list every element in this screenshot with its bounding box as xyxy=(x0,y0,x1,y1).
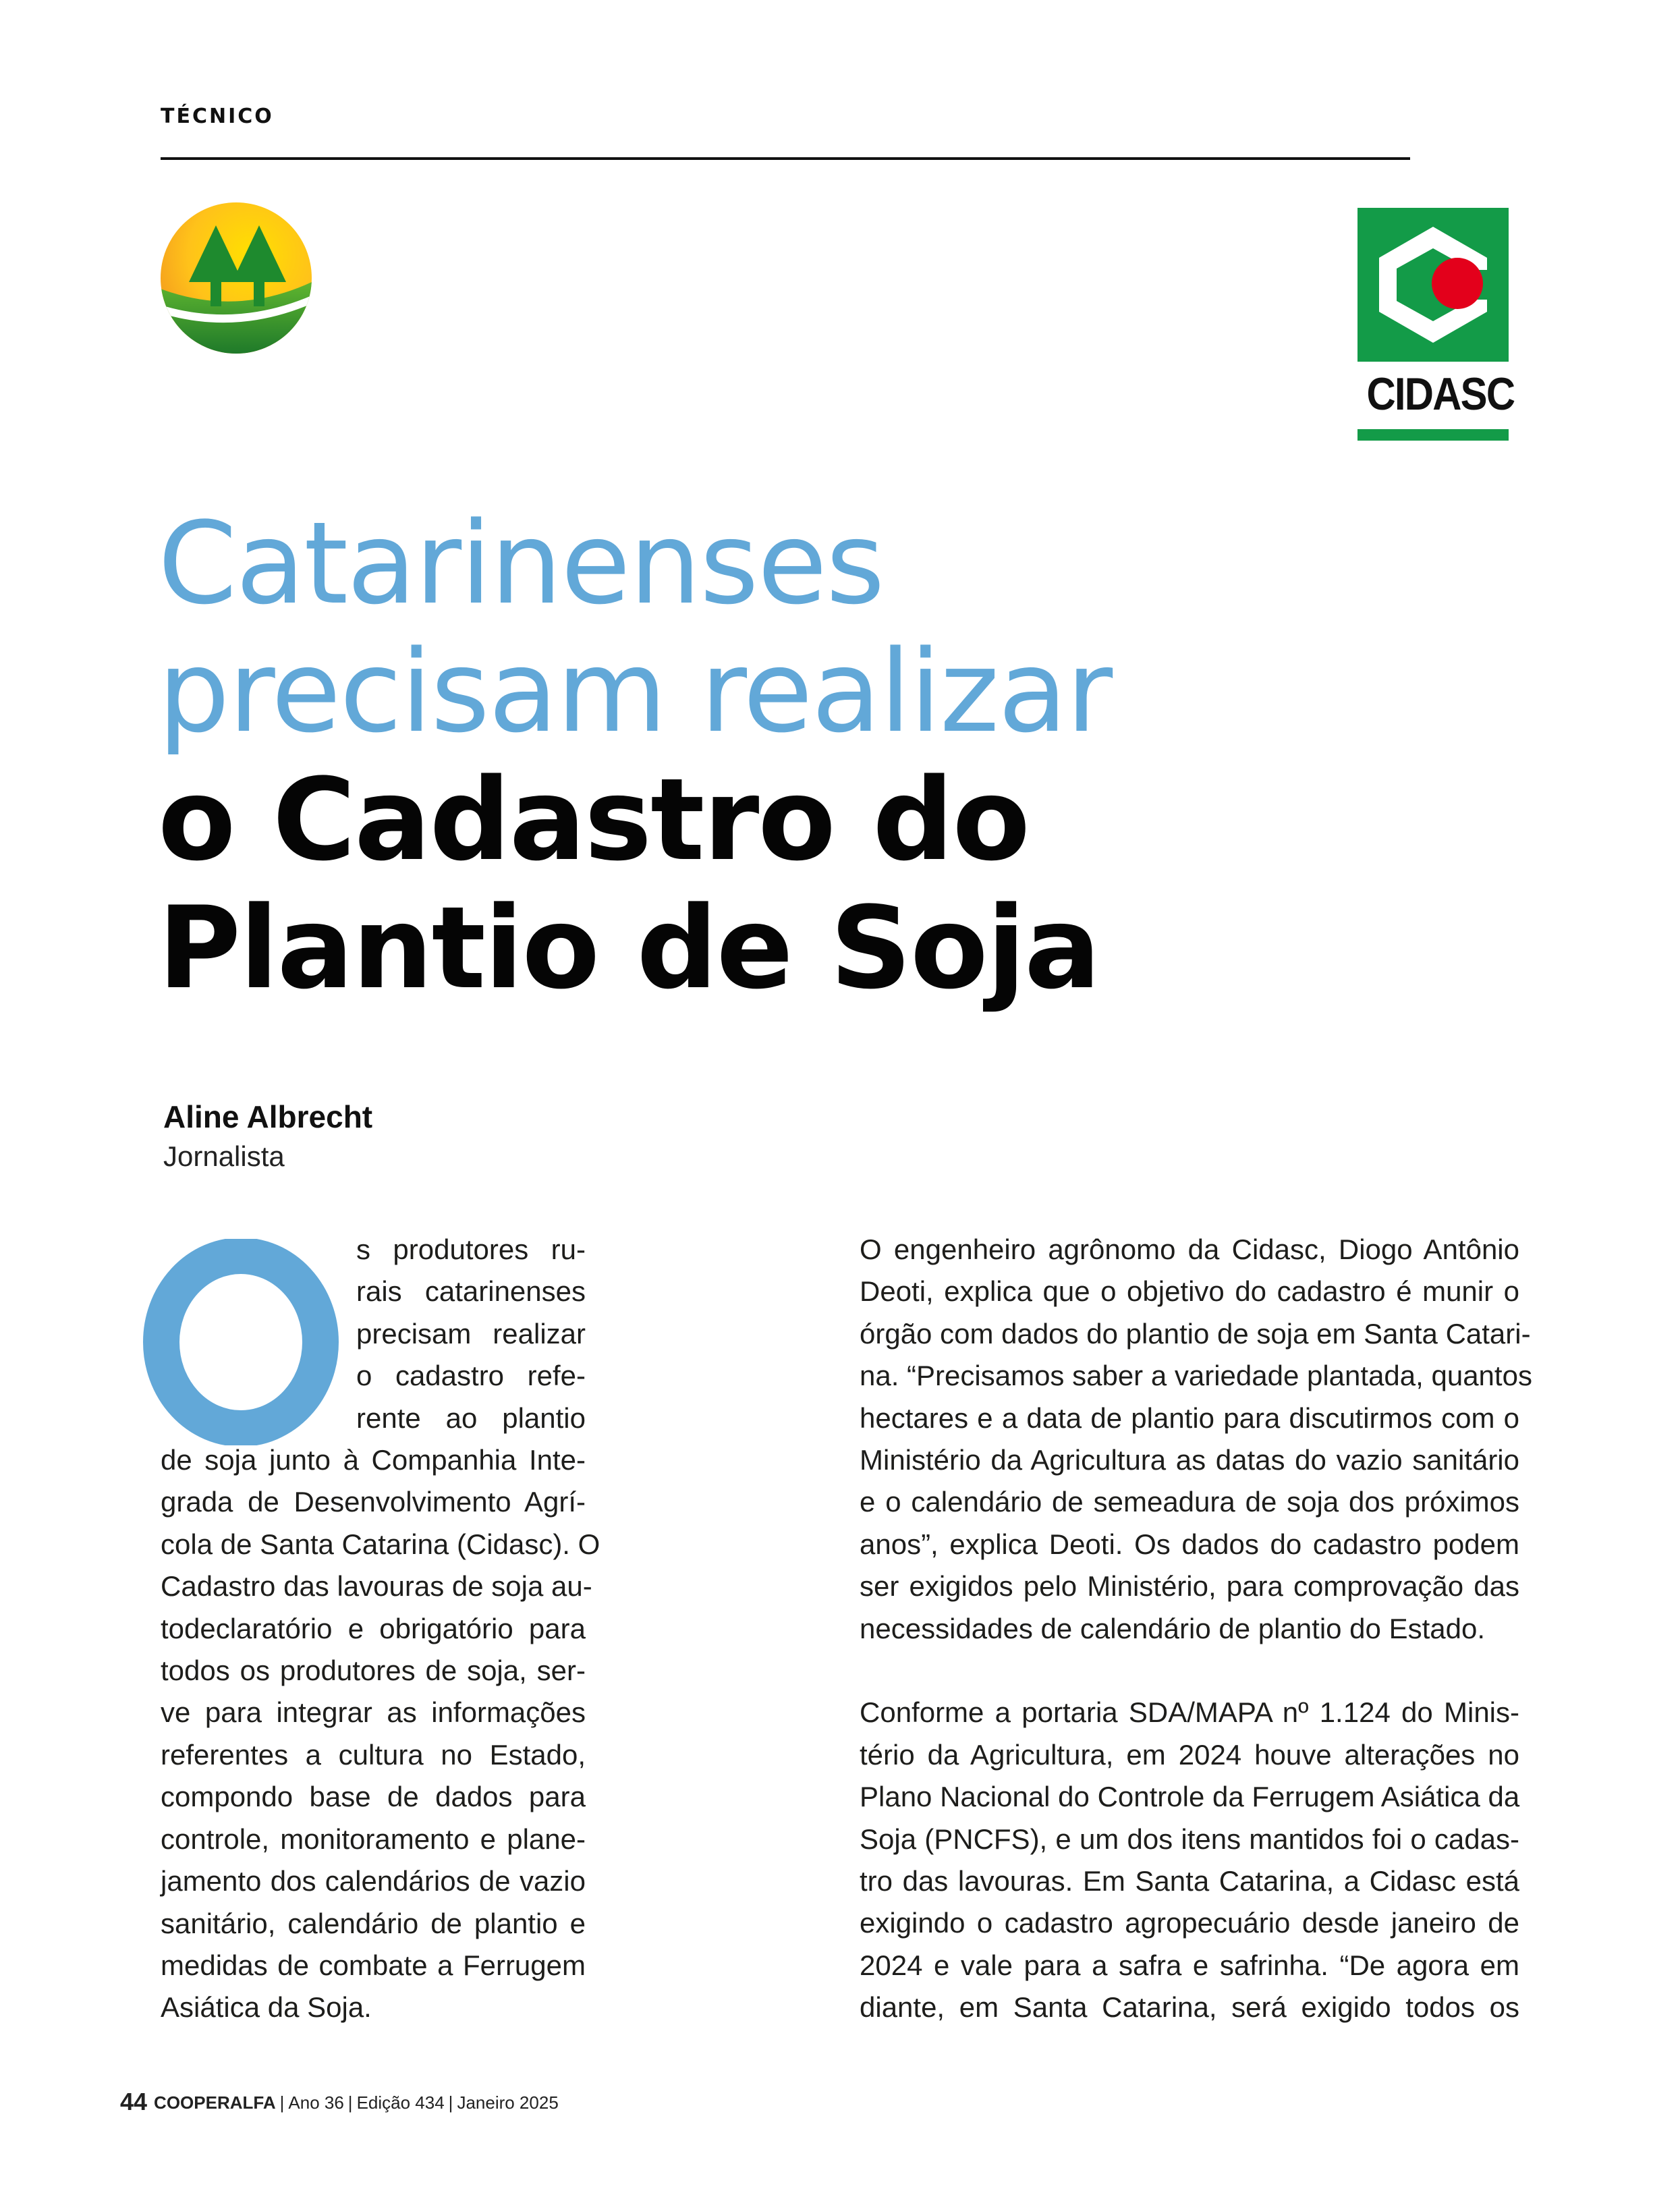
text-line: na. “Precisamos saber a variedade plantada, quantos xyxy=(860,1360,1532,1392)
text-line: rente ao plantio xyxy=(356,1401,586,1434)
paragraph-gap xyxy=(860,1650,1519,1692)
text-line: sanitário, calendário de plantio e xyxy=(161,1907,586,1939)
article-left-column xyxy=(161,1229,600,2029)
text-line: de soja junto à Companhia Inte- xyxy=(161,1444,586,1476)
text-line: ser exigidos pelo Ministério, para comprovação das xyxy=(860,1570,1519,1603)
text-line: cola de Santa Catarina (Cidasc). O xyxy=(161,1528,600,1560)
text-line: todeclaratório e obrigatório para xyxy=(161,1612,586,1644)
text-line: o cadastro refe- xyxy=(356,1360,586,1392)
cidasc-logo xyxy=(1357,208,1515,441)
text-line: rais catarinenses xyxy=(356,1275,586,1308)
page-number: 44 xyxy=(120,2088,148,2115)
text-line: ve para integrar as informações xyxy=(161,1696,586,1729)
cooperalfa-logo xyxy=(161,202,312,354)
author-role: Jornalista xyxy=(163,1140,285,1172)
text-line: medidas de combate a Ferrugem xyxy=(161,1949,586,1981)
text-line: necessidades de calendário de plantio do Estado. xyxy=(860,1612,1485,1644)
text-line: anos”, explica Deoti. Os dados do cadastro podem xyxy=(860,1528,1519,1560)
author-name: Aline Albrecht xyxy=(163,1099,373,1134)
text-line: O engenheiro agrônomo da Cidasc, Diogo Antônio xyxy=(860,1233,1519,1265)
text-line: Plano Nacional do Controle da Ferrugem Asiática da xyxy=(860,1781,1520,1813)
text-line: grada de Desenvolvimento Agrí- xyxy=(161,1486,586,1518)
text-line: s produtores ru- xyxy=(356,1233,586,1265)
text-line: Asiática da Soja. xyxy=(161,1991,372,2024)
text-line: diante, em Santa Catarina, será exigido todos os xyxy=(860,1991,1519,2024)
text-line: todos os produtores de soja, ser- xyxy=(161,1655,586,1687)
title-line-3: o Cadastro do xyxy=(158,754,1029,886)
text-line: precisam realizar xyxy=(356,1317,586,1350)
cidasc-underline xyxy=(1357,429,1509,441)
text-line: e o calendário de semeadura de soja dos próximos xyxy=(860,1486,1519,1518)
section-divider xyxy=(161,157,1410,160)
text-line: Cadastro das lavouras de soja au- xyxy=(161,1570,592,1603)
text-line: Soja (PNCFS), e um dos itens mantidos foi o cadas- xyxy=(860,1823,1519,1855)
magazine-edition: Edição 434 xyxy=(356,2092,445,2113)
page-footer: 44 COOPERALFA | Ano 36 | Edição 434 | Janeiro 2025 xyxy=(120,2088,559,2115)
text-line: referentes a cultura no Estado, xyxy=(161,1738,586,1771)
magazine-date: Janeiro 2025 xyxy=(457,2092,559,2113)
section-label: TÉCNICO xyxy=(161,105,274,128)
text-line: controle, monitoramento e plane- xyxy=(161,1823,586,1855)
text-line: Deoti, explica que o objetivo do cadastro é munir o xyxy=(860,1275,1519,1308)
title-line-4: Plantio de Soja xyxy=(158,882,1100,1014)
text-line: 2024 e vale para a safra e safrinha. “De agora em xyxy=(860,1949,1519,1981)
article-right-column xyxy=(860,1229,1532,2029)
text-line: compondo base de dados para xyxy=(161,1781,586,1813)
text-line: órgão com dados do plantio de soja em Santa Catari- xyxy=(860,1317,1531,1350)
text-line: Ministério da Agricultura as datas do vazio sanitário xyxy=(860,1444,1519,1476)
text-line: jamento dos calendários de vazio xyxy=(161,1865,586,1897)
text-line: exigindo o cadastro agropecuário desde janeiro de xyxy=(860,1907,1519,1939)
text-line: hectares e a data de plantio para discutirmos com o xyxy=(860,1401,1519,1434)
magazine-year: Ano 36 xyxy=(288,2092,344,2113)
title-line-1: Catarinenses xyxy=(158,497,884,630)
text-line: tério da Agricultura, em 2024 houve alterações no xyxy=(860,1738,1519,1771)
cidasc-wordmark: CIDASC xyxy=(1366,368,1515,420)
magazine-name: COOPERALFA xyxy=(154,2092,276,2113)
text-line: Conforme a portaria SDA/MAPA nº 1.124 do Minis- xyxy=(860,1696,1519,1729)
text-line: tro das lavouras. Em Santa Catarina, a Cidasc está xyxy=(860,1865,1519,1897)
title-line-2: precisam realizar xyxy=(158,626,1112,758)
